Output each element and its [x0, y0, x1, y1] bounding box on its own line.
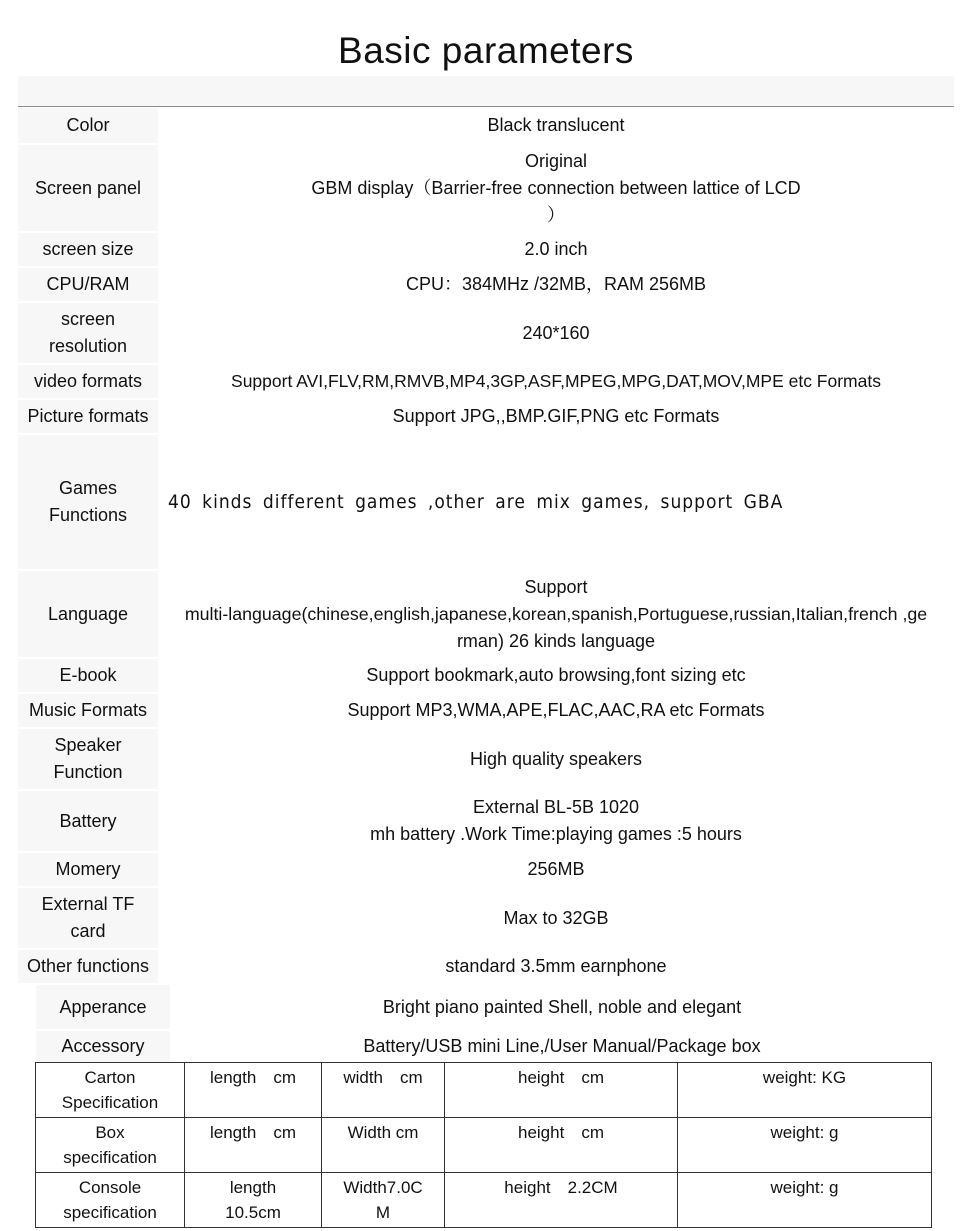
param-value: Support AVI,FLV,RM,RMVB,MP4,3GP,ASF,MPEG,MPG,DAT,MOV,MPE etc Formats: [231, 371, 881, 391]
label-line: External TF: [41, 894, 135, 914]
value-line: ）: [547, 204, 565, 225]
param-value: Bright piano painted Shell, noble and elegant: [382, 996, 742, 1017]
param-value: Support JPG,,BMP.GIF,PNG etc Formats: [392, 406, 720, 426]
table-row: [36, 1118, 932, 1173]
param-label: Battery: [18, 791, 158, 851]
param-label: screen size: [18, 233, 158, 266]
param-label: Accessory: [36, 1031, 170, 1062]
value-line: GBM display（Barrier-free connection between lattice of LCD: [311, 177, 801, 198]
param-row-games-functions: [18, 435, 954, 569]
param-label: [18, 303, 158, 363]
param-row-screen-size: [18, 233, 954, 266]
param-row-appearance: [36, 985, 954, 1029]
param-row-color: [18, 108, 954, 143]
param-row-e-book: [18, 659, 954, 692]
param-label: CPU/RAM: [18, 268, 158, 301]
param-label: Momery: [18, 853, 158, 886]
param-label: Language: [18, 571, 158, 657]
param-value: 240*160: [522, 322, 590, 343]
table-row: [36, 1173, 932, 1228]
param-row-other-functions: [18, 950, 954, 983]
param-label: Other functions: [18, 950, 158, 983]
value-line: Support: [524, 576, 588, 597]
param-row-music-formats: [18, 694, 954, 727]
param-label: Screen panel: [18, 145, 158, 231]
spec-weight-cell: weight: g: [678, 1173, 932, 1228]
param-row-picture-formats: [18, 400, 954, 433]
label-line: card: [70, 921, 106, 941]
param-value: [158, 435, 954, 569]
param-label: Music Formats: [18, 694, 158, 727]
spec-height-cell: height cm: [445, 1063, 678, 1118]
param-label: Picture formats: [18, 400, 158, 433]
page-title: Basic parameters: [338, 30, 634, 71]
param-value: [158, 791, 954, 851]
specification-table: [35, 1062, 932, 1228]
value-line: External BL-5B 1020: [472, 797, 640, 817]
param-value: [158, 145, 954, 231]
spec-name-cell: Carton Specification: [36, 1063, 185, 1118]
value-line: mh battery .Work Time:playing games :5 hours: [370, 824, 742, 844]
param-row-accessory: [36, 1031, 954, 1062]
spec-length-cell: length 10.5cm: [185, 1173, 322, 1228]
value-line: Original: [524, 150, 588, 171]
param-value: Battery/USB mini Line,/User Manual/Package box: [363, 1036, 761, 1056]
param-value: Max to 32GB: [503, 907, 609, 928]
spec-width-cell: Width7.0C M: [322, 1173, 445, 1228]
value-line: rman) 26 kinds language: [456, 630, 656, 651]
spec-width-cell: Width cm: [322, 1118, 445, 1173]
param-value: [158, 571, 954, 657]
spec-height-cell: height cm: [445, 1118, 678, 1173]
param-value: High quality speakers: [469, 748, 643, 769]
spec-weight-cell: weight: KG: [678, 1063, 932, 1118]
spec-name-cell: Console specification: [36, 1173, 185, 1228]
param-value: Black translucent: [487, 115, 625, 135]
param-label: Apperance: [36, 985, 170, 1029]
games-text: 40 kinds different games ,other are mix games, support GBA: [168, 490, 784, 513]
param-value: 256MB: [527, 859, 585, 879]
table-row: [36, 1063, 932, 1118]
param-label: [18, 888, 158, 948]
param-label: Color: [18, 108, 158, 143]
label-line: Functions: [48, 505, 128, 525]
spec-height-cell: height 2.2CM: [445, 1173, 678, 1228]
spec-width-cell: width cm: [322, 1063, 445, 1118]
param-label: [18, 729, 158, 789]
param-row-screen-resolution: [18, 303, 954, 363]
param-value: 2.0 inch: [524, 239, 588, 259]
param-row-external-tf-card: [18, 888, 954, 948]
param-row-cpu-ram: [18, 268, 954, 301]
label-line: screen: [60, 309, 115, 329]
label-line: Games: [58, 478, 117, 498]
param-row-battery: [18, 791, 954, 851]
param-label: video formats: [18, 365, 158, 398]
spec-name-cell: Box specification: [36, 1118, 185, 1173]
param-label: [18, 435, 158, 569]
label-line: Speaker: [54, 735, 122, 755]
param-value: standard 3.5mm earnphone: [445, 956, 667, 976]
param-label: E-book: [18, 659, 158, 692]
param-row-video-formats: [18, 365, 954, 398]
label-line: Function: [53, 762, 123, 782]
param-value: Support MP3,WMA,APE,FLAC,AAC,RA etc Formats: [347, 700, 765, 720]
spec-weight-cell: weight: g: [678, 1118, 932, 1173]
spec-length-cell: length cm: [185, 1063, 322, 1118]
param-row-memory: [18, 853, 954, 886]
param-value: CPU：384MHz /32MB，RAM 256MB: [405, 274, 707, 294]
param-row-speaker-function: [18, 729, 954, 789]
label-line: resolution: [48, 336, 128, 356]
param-row-language: [18, 571, 954, 657]
param-row-screen-panel: [18, 145, 954, 231]
spec-length-cell: length cm: [185, 1118, 322, 1173]
param-value: Support bookmark,auto browsing,font sizing etc: [366, 665, 746, 685]
title-divider: [18, 76, 954, 107]
value-line: multi-language(chinese,english,japanese,korean,spanish,Portuguese,russian,Italian,french ,ge: [184, 603, 928, 624]
